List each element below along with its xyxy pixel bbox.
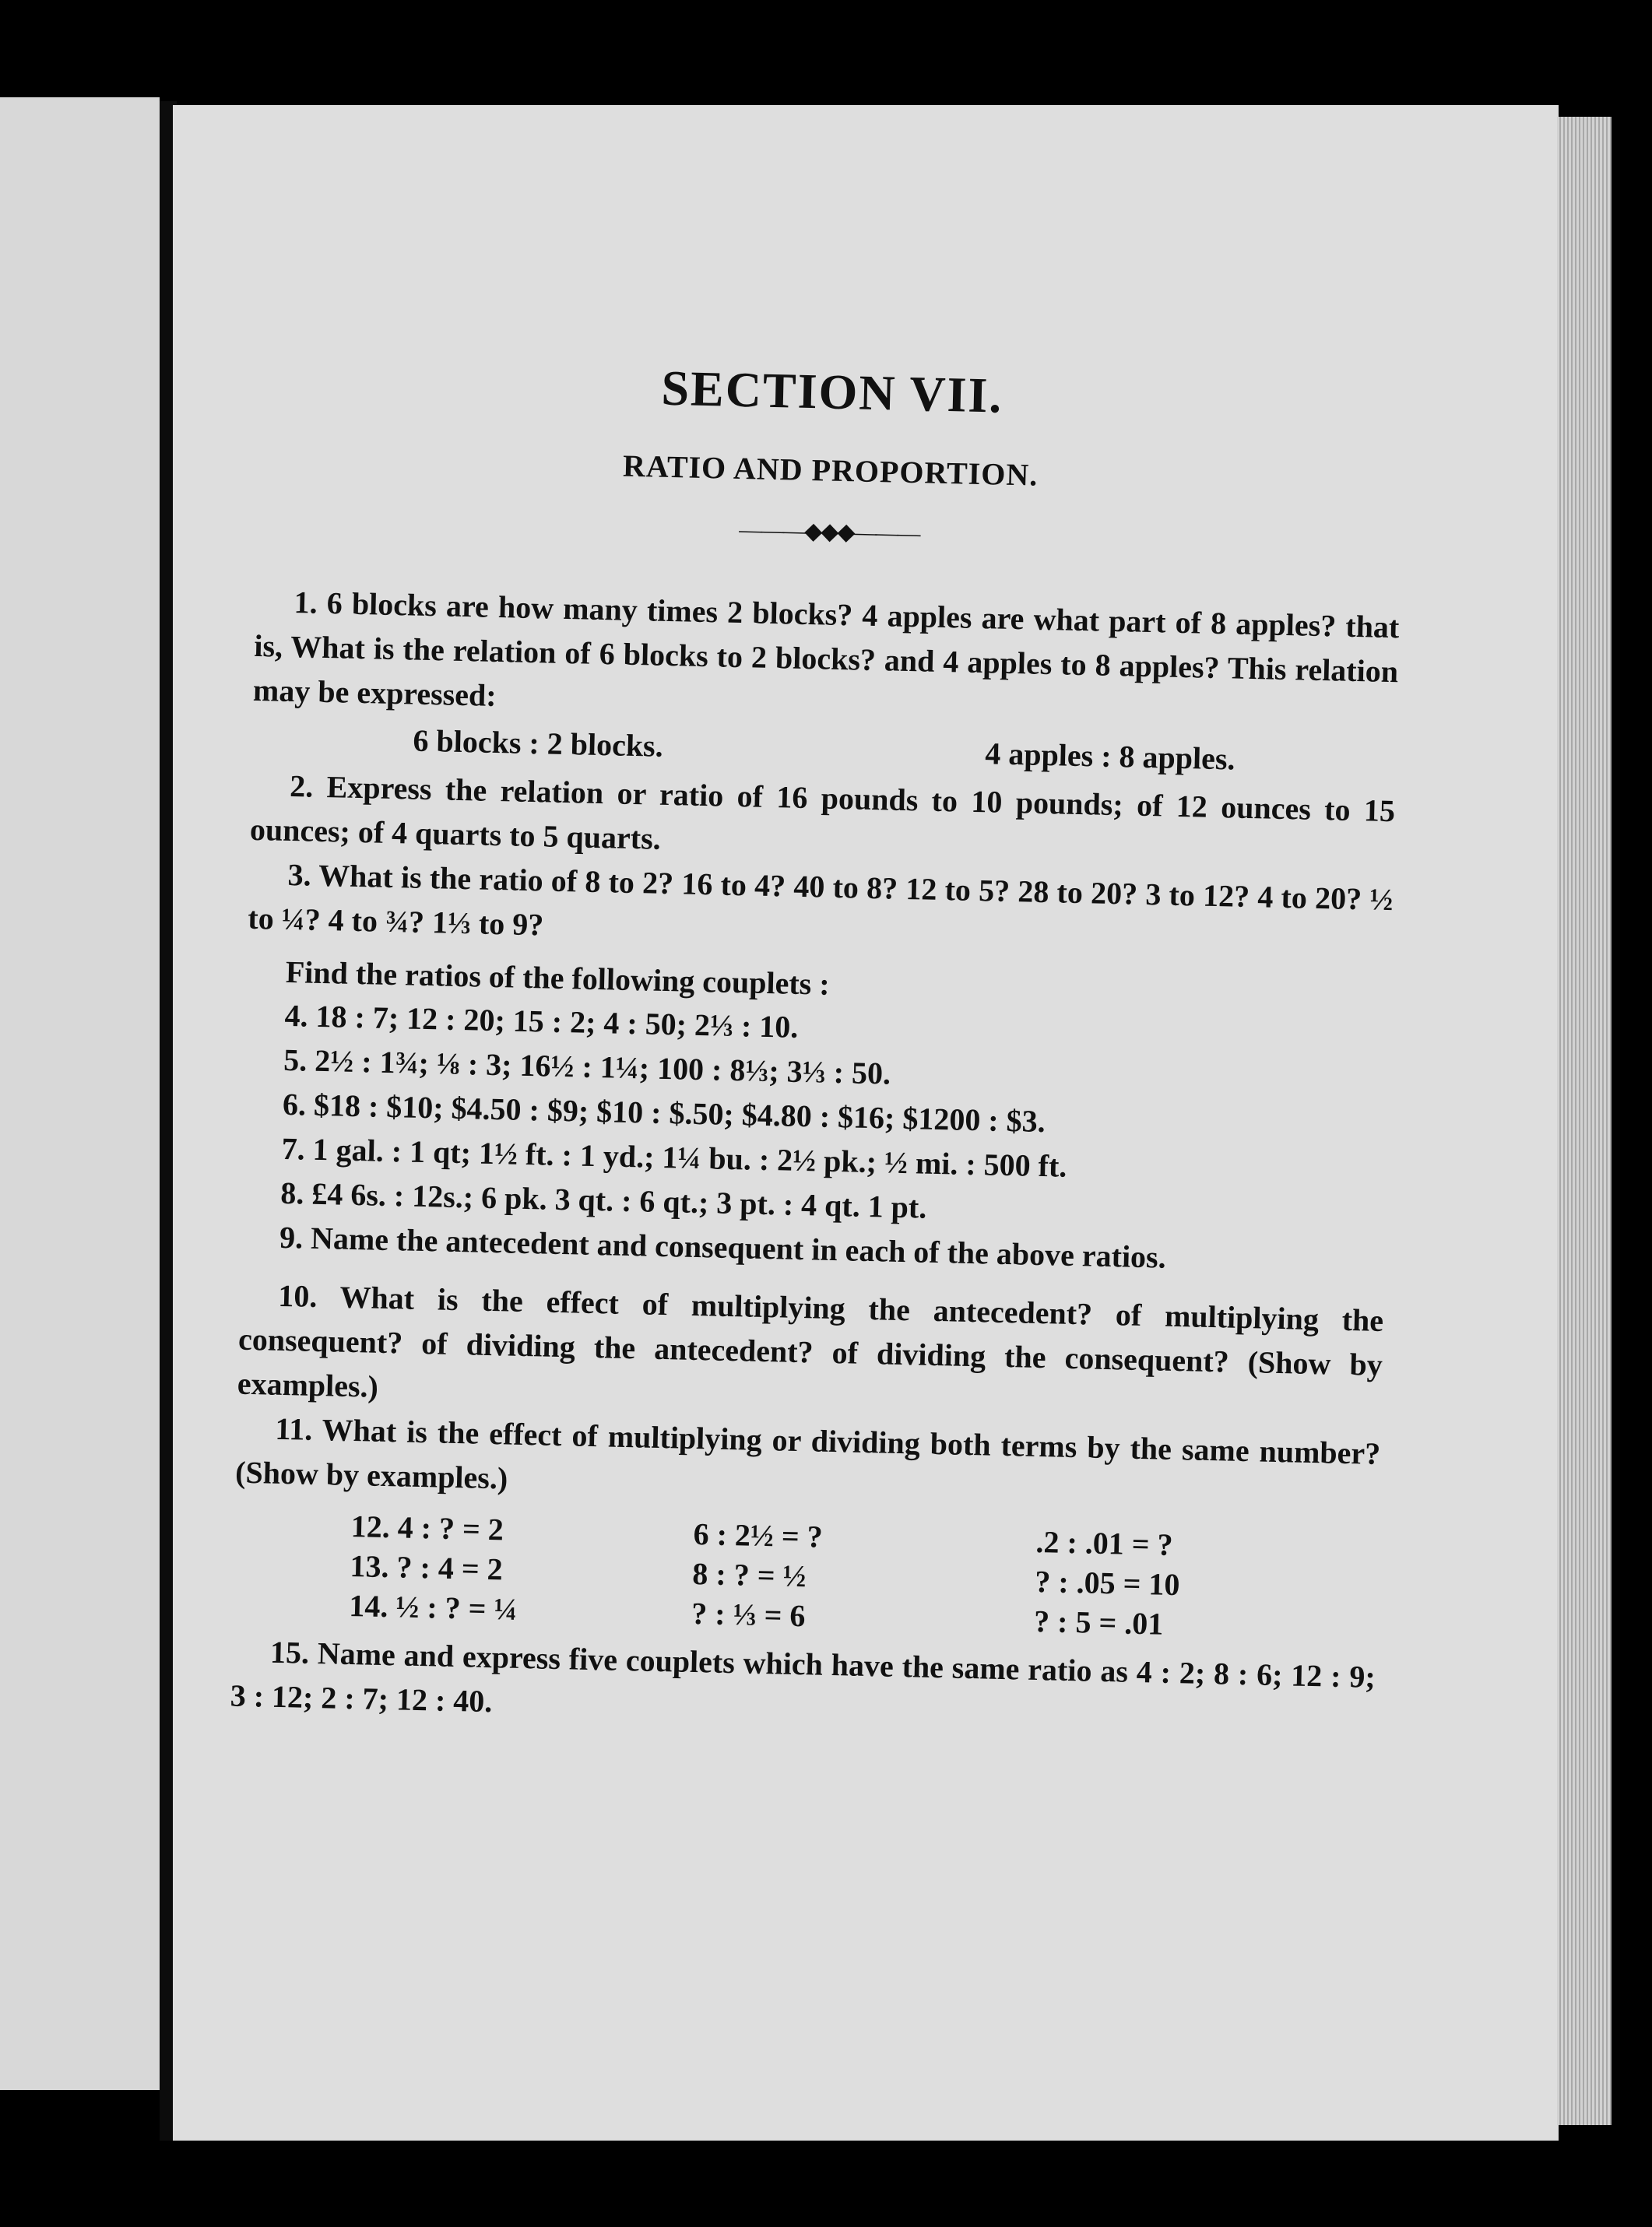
- find-ratios-heading: Find the ratios of the following couplets :: [285, 954, 831, 1002]
- problem-14-c: ? : 5 = .01: [1033, 1603, 1164, 1642]
- problem-14-b: ? : ⅓ = 6: [691, 1595, 806, 1634]
- page-content: [230, 350, 1404, 1744]
- exercise-number: 5.: [283, 1041, 308, 1078]
- exercise-text: $18 : $10; $4.50 : $9; $10 : $.50; $4.80 : $16; $1200 : $3.: [305, 1087, 1046, 1140]
- exercise-number: 6.: [282, 1086, 307, 1122]
- exercise-text: 18 : 7; 12 : 20; 15 : 2; 4 : 50; 2⅓ : 10.: [308, 998, 799, 1045]
- exercise-text: What is the effect of multiplying or dividing both terms by the same number? (Show by examples.): [234, 1411, 1381, 1496]
- exercise-number: 11.: [275, 1410, 313, 1447]
- exercise-text: 6 blocks are how many times 2 blocks? 4 apples are what part of 8 apples? that is, What is the relation of 6 blocks to 2 blocks? and 4 apples to 8 apples? This relation may be expressed:: [252, 585, 1400, 713]
- problem-13-c: ? : .05 = 10: [1034, 1563, 1180, 1603]
- exercise-number: 3.: [287, 856, 312, 893]
- example-blocks: 6 blocks : 2 blocks.: [413, 722, 664, 764]
- problem-14-a: 14. ½ : ? = ¼: [348, 1587, 518, 1627]
- section-title: SECTION VII.: [660, 360, 1004, 423]
- example-apples: 4 apples : 8 apples.: [984, 736, 1235, 777]
- exercise-text: Name and express five couplets which have the same ratio as 4 : 2; 8 : 6; 12 : 9; 3 : 12; 2 : 7; 12 : 40.: [230, 1635, 1376, 1719]
- exercise-text: 2½ : 1¾; ⅛ : 3; 16½ : 1¼; 100 : 8⅓; 3⅓ : 50.: [306, 1042, 891, 1091]
- problem-12-a: 12. 4 : ? = 2: [350, 1509, 504, 1547]
- exercise-10: [237, 1273, 1384, 1431]
- page-edges: [1557, 117, 1612, 2125]
- problem-13-b: 8 : ? = ½: [691, 1555, 807, 1594]
- exercise-1: [252, 579, 1400, 738]
- exercise-text: Name the antecedent and consequent in each of the above ratios.: [302, 1220, 1167, 1275]
- exercise-number: 9.: [279, 1219, 304, 1256]
- exercise-text: £4 6s. : 12s.; 6 pk. 3 qt. : 6 qt.; 3 pt. : 4 qt. 1 pt.: [303, 1175, 927, 1225]
- proportion-problems: [349, 1508, 1379, 1647]
- exercise-text: What is the ratio of 8 to 2? 16 to 4? 40 to 8? 12 to 5? 28 to 20? 3 to 12? 4 to 20? ½ to ¼? 4 to ¾? 1⅓ to 9?: [247, 857, 1394, 943]
- exercise-number: 2.: [289, 768, 314, 804]
- exercise-text: Express the relation or ratio of 16 pounds to 10 pounds; of 12 ounces to 15 ounces; of 4 quarts to 5 quarts.: [249, 768, 1396, 856]
- exercise-number: 1.: [293, 585, 318, 620]
- exercise-number: 10.: [277, 1277, 318, 1314]
- problem-13-a: 13. ? : 4 = 2: [350, 1548, 504, 1587]
- exercise-number: 7.: [281, 1130, 306, 1167]
- problem-12-c: .2 : .01 = ?: [1035, 1523, 1174, 1562]
- exercise-number: 15.: [269, 1634, 310, 1670]
- exercise-text: What is the effect of multiplying the antecedent? of multiplying the consequent? of dividing the antecedent? of dividing the consequent? (Show by examples.): [237, 1278, 1384, 1404]
- ornament-divider: ———◆◆◆———: [738, 517, 919, 547]
- exercise-text: 1 gal. : 1 qt; 1½ ft. : 1 yd.; 1¼ bu. : 2½ pk.; ½ mi. : 500 ft.: [304, 1131, 1067, 1184]
- problem-12-b: 6 : 2½ = ?: [693, 1516, 824, 1554]
- left-page: [0, 97, 160, 2090]
- exercise-number: 8.: [279, 1175, 304, 1211]
- section-subtitle: RATIO AND PROPORTION.: [622, 448, 1039, 493]
- exercise-number: 4.: [284, 997, 309, 1034]
